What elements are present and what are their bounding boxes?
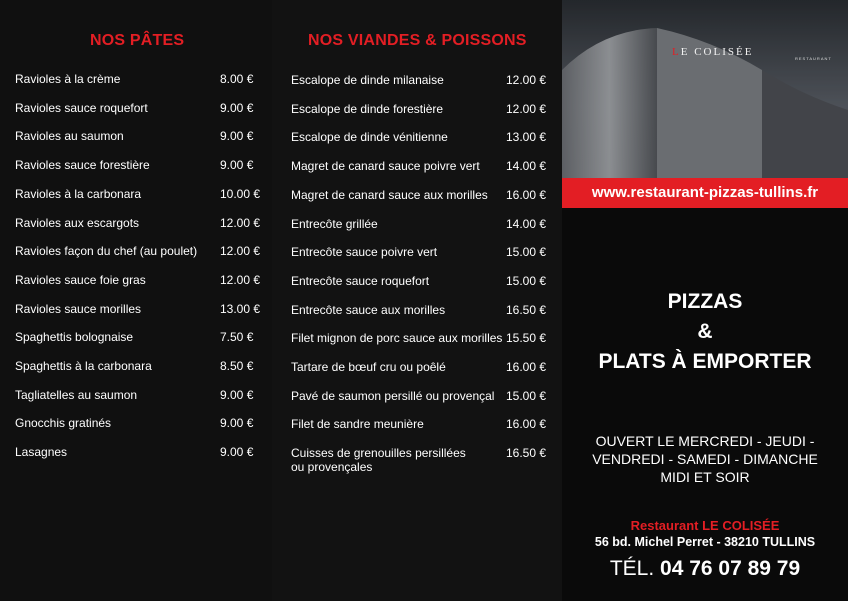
pates-item-price: 7.50 € bbox=[220, 330, 254, 345]
pates-item-name: Ravioles sauce forestière bbox=[15, 158, 150, 173]
pates-item-price: 9.00 € bbox=[220, 129, 254, 144]
viandes-item-price: 16.00 € bbox=[506, 187, 547, 202]
viandes-item-name: Entrecôte grillée bbox=[291, 216, 378, 231]
pates-item-name: Ravioles sauce roquefort bbox=[15, 100, 148, 115]
pates-item-name: Ravioles façon du chef (au poulet) bbox=[15, 244, 198, 259]
viandes-item-name: Entrecôte sauce roquefort bbox=[291, 273, 430, 288]
restaurant-logo bbox=[672, 46, 753, 58]
logo-subtitle: RESTAURANT bbox=[795, 56, 832, 61]
viandes-item-price: 14.00 € bbox=[506, 159, 547, 174]
restaurant-address: 56 bd. Michel Perret - 38210 TULLINS bbox=[594, 535, 816, 549]
viandes-item-price: 14.00 € bbox=[506, 216, 547, 231]
pates-column bbox=[0, 0, 272, 601]
viandes-item-price: 15.00 € bbox=[506, 273, 547, 288]
headline-ampersand: & bbox=[697, 320, 713, 343]
info-column bbox=[562, 0, 848, 601]
viandes-column bbox=[272, 0, 562, 601]
viandes-item-name: Pavé de saumon persillé ou provençal bbox=[291, 388, 495, 403]
viandes-item-price: 16.00 € bbox=[506, 417, 547, 432]
viandes-item-name: Filet de sandre meunière bbox=[291, 417, 424, 432]
colosseum-illustration bbox=[562, 0, 848, 178]
viandes-item-price: 16.50 € bbox=[506, 446, 547, 461]
viandes-item-price: 15.00 € bbox=[506, 245, 547, 260]
hours-line-2: VENDREDI - SAMEDI - DIMANCHE bbox=[592, 451, 818, 467]
phone-number[interactable]: 04 76 07 89 79 bbox=[660, 557, 801, 580]
viandes-item-name: Escalope de dinde milanaise bbox=[291, 73, 444, 87]
viandes-title: NOS VIANDES & POISSONS bbox=[308, 32, 527, 49]
headline-pizzas: PIZZAS bbox=[667, 290, 743, 313]
colosseum-photo bbox=[562, 0, 848, 178]
pates-item-price: 12.00 € bbox=[220, 215, 261, 230]
pates-item-price: 9.00 € bbox=[220, 100, 254, 115]
pates-item-name: Lasagnes bbox=[15, 445, 68, 460]
pates-item-price: 12.00 € bbox=[220, 244, 261, 259]
hours-line-3: MIDI ET SOIR bbox=[660, 469, 750, 485]
logo-text: E COLISÉE bbox=[680, 46, 754, 58]
pates-item-name: Ravioles sauce foie gras bbox=[15, 272, 146, 287]
viandes-item-name: Entrecôte sauce aux morilles bbox=[291, 302, 446, 317]
pates-item-name: Spaghettis à la carbonara bbox=[15, 359, 152, 373]
pates-item-price: 8.00 € bbox=[220, 72, 254, 86]
viandes-item-price: 15.00 € bbox=[506, 388, 547, 403]
website-url[interactable]: www.restaurant-pizzas-tullins.fr bbox=[562, 178, 848, 208]
pates-item-price: 12.00 € bbox=[220, 272, 261, 287]
viandes-item-price: 15.50 € bbox=[506, 331, 547, 346]
pates-item-name: Gnocchis gratinés bbox=[15, 416, 112, 431]
pates-item-price: 9.00 € bbox=[220, 158, 254, 173]
phone-line bbox=[562, 557, 848, 581]
pates-title: NOS PÂTES bbox=[90, 32, 185, 49]
pates-item-name: Ravioles aux escargots bbox=[15, 215, 140, 230]
viandes-item-name: Escalope de dinde forestière bbox=[291, 101, 444, 116]
viandes-item-price: 12.00 € bbox=[506, 101, 547, 116]
phone-label: TÉL. bbox=[609, 557, 655, 580]
pates-item-price: 10.00 € bbox=[220, 186, 261, 201]
pates-item-name: Ravioles sauce morilles bbox=[15, 301, 142, 316]
pates-item-name: Spaghettis bolognaise bbox=[15, 330, 134, 345]
viandes-item-name: Filet mignon de porc sauce aux morilles bbox=[291, 331, 503, 346]
viandes-item-name: Entrecôte sauce poivre vert bbox=[291, 245, 438, 260]
headline-takeaway: PLATS À EMPORTER bbox=[598, 350, 812, 373]
pates-item-price: 13.00 € bbox=[220, 301, 261, 316]
pates-item-name: Ravioles au saumon bbox=[15, 129, 124, 144]
viandes-item-price: 13.00 € bbox=[506, 130, 547, 145]
pates-item-name: Ravioles à la carbonara bbox=[15, 186, 142, 201]
viandes-item-price: 12.00 € bbox=[506, 73, 547, 87]
viandes-item-name: Tartare de bœuf cru ou poêlé bbox=[291, 360, 446, 374]
viandes-item-name: Magret de canard sauce aux morilles bbox=[291, 187, 488, 202]
pates-item-price: 8.50 € bbox=[220, 359, 254, 373]
pates-item-price: 9.00 € bbox=[220, 387, 254, 402]
pates-item-price: 9.00 € bbox=[220, 445, 254, 460]
pates-item-price: 9.00 € bbox=[220, 416, 254, 431]
restaurant-name: Restaurant LE COLISÉE bbox=[630, 518, 780, 533]
viandes-item-price: 16.50 € bbox=[506, 302, 547, 317]
pates-item-name: Ravioles à la crème bbox=[15, 72, 121, 86]
hours-line-1: OUVERT LE MERCREDI - JEUDI - bbox=[595, 433, 815, 449]
viandes-item-name: Magret de canard sauce poivre vert bbox=[291, 159, 480, 174]
viandes-item-name: Cuisses de grenouilles persillées ou provençales bbox=[291, 446, 466, 475]
pates-item-name: Tagliatelles au saumon bbox=[15, 387, 138, 402]
logo-initial: L bbox=[672, 46, 681, 58]
viandes-item-name: Escalope de dinde vénitienne bbox=[291, 130, 448, 145]
viandes-item-price: 16.00 € bbox=[506, 360, 547, 374]
